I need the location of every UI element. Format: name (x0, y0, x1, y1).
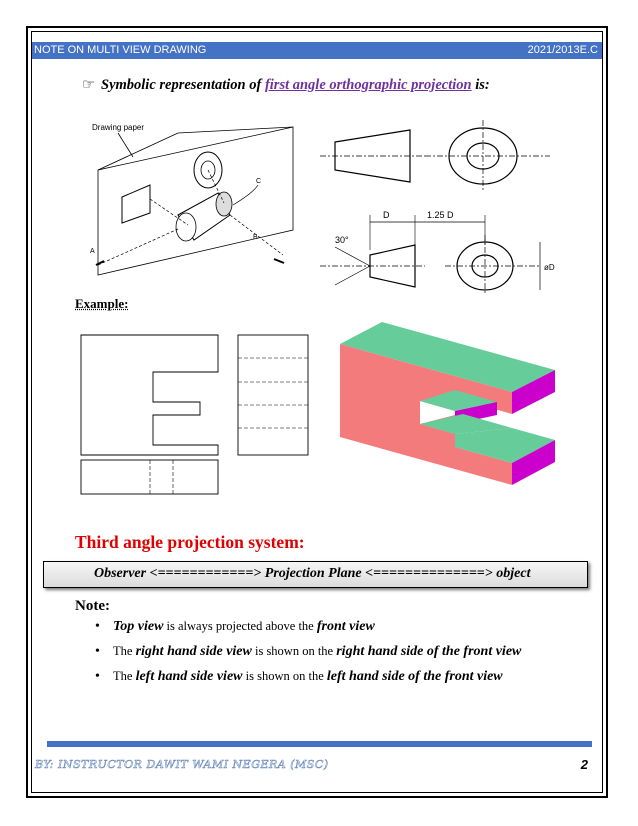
arrow-c-label: C (256, 178, 262, 185)
symbolic-suffix: is: (471, 77, 490, 93)
note-list (95, 614, 595, 689)
example-orthographic-views (78, 330, 318, 498)
pointing-hand-icon: ☞ (82, 77, 95, 93)
projection-setup-diagram (78, 115, 303, 280)
list-item: • The left hand side view is shown on the left hand side of the front view (95, 664, 595, 689)
header-title: NOTE ON MULTI VIEW DRAWING (34, 44, 207, 56)
example-side-view (238, 335, 308, 455)
angle-label: 30° (335, 235, 349, 245)
list-item: • Top view is always projected above the front view (95, 614, 595, 639)
dim-125d-label: 1.25 D (427, 210, 454, 220)
symbolic-heading (82, 77, 490, 94)
arrow-b-icon (274, 259, 284, 263)
symbolic-highlight: first angle orthographic projection (264, 77, 472, 93)
example-top-view (81, 460, 218, 494)
observer-banner-text: Observer <============> Projection Plane <==============> object (94, 566, 531, 581)
orthographic-views-diagram (315, 120, 555, 295)
arrow-b-label: B (253, 234, 258, 241)
third-angle-title: Third angle projection system: (75, 532, 305, 552)
front-view-projection (122, 185, 150, 223)
observer-banner (43, 561, 588, 588)
header-year: 2021/2013E.C (527, 44, 598, 56)
example-label: Example: (75, 296, 129, 311)
symbolic-prefix: Symbolic representation of (101, 77, 265, 93)
footer-bar (47, 741, 592, 747)
arrow-a-label: A (90, 248, 95, 255)
page-header (32, 42, 602, 59)
footer-author: BY: INSTRUCTOR DAWIT WAMI NEGERA (MSC) (35, 758, 329, 771)
dim-d-label: D (383, 210, 390, 220)
drawing-paper-leader (118, 133, 133, 157)
example-3d-object (340, 322, 555, 494)
dim-phi-label: øD (544, 263, 555, 272)
drawing-paper-label: Drawing paper (92, 123, 145, 132)
example-front-view (81, 335, 218, 455)
list-item: • The right hand side view is shown on the right hand side of the front view (95, 639, 595, 664)
drawing-paper-plane (98, 127, 293, 275)
note-label: Note: (75, 598, 110, 614)
page-number: 2 (580, 757, 588, 772)
